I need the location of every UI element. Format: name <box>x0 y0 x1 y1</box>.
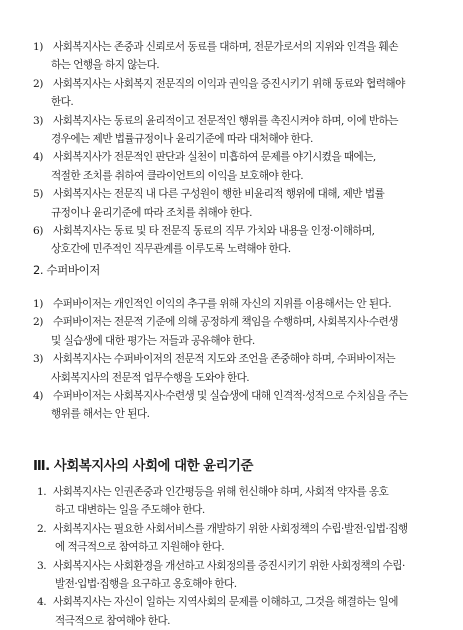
item-number: 6) <box>33 225 43 238</box>
item-number: 1. <box>37 486 47 498</box>
section-heading: 2. 수퍼바이저 <box>33 263 100 277</box>
item-number: 2) <box>33 77 43 90</box>
list-item: 2) 사회복지사는 사회복지 전문직의 이익과 권익을 증진시키기 위해 동료와 협력해야 한다. <box>0 75 463 112</box>
item-number: 4) <box>33 151 43 164</box>
item-number: 3. <box>37 559 47 572</box>
list-item: 4) 수퍼바이저는 사회복지사·수련생 및 실습생에 대해 인격적·성적으로 수치심을 주는 행위를 해서는 안 된다. <box>0 387 463 424</box>
list-item: 2) 수퍼바이저는 전문적 기준에 의해 공정하게 책임을 수행하며, 사회복지사·수련생 및 실습생에 대한 평가는 저들과 공유해야 한다. <box>0 313 463 350</box>
item-number: 2. <box>37 522 47 535</box>
list-item: 1) 수퍼바이저는 개인적인 이익의 추구를 위해 자신의 지위를 이용해서는 안 된다. <box>0 295 463 313</box>
chapter-heading: Ⅲ. 사회복지사의 사회에 대한 윤리기준 <box>33 459 253 474</box>
list-item: 2. 사회복지사는 필요한 사회서비스를 개발하기 위한 사회정책의 수립·발전·입법·집행 에 적극적으로 참여하고 지원해야 한다. <box>0 520 463 557</box>
item-number: 2) <box>33 316 43 329</box>
list-item: 3) 사회복지사는 동료의 윤리적이고 전문적인 행위를 촉진시켜야 하며, 이에 반하는 경우에는 제반 법률규정이나 윤리기준에 따라 대처해야 한다. <box>0 112 463 149</box>
society-ethics-list <box>0 483 463 630</box>
colleague-ethics-list <box>0 38 463 259</box>
list-item: 6) 사회복지사는 동료 및 타 전문직 동료의 직무 가치와 내용을 인정·이해하며, 상호간에 민주적인 직무관계를 이루도록 노력해야 한다. <box>0 222 463 259</box>
item-number: 1) <box>33 41 43 53</box>
item-number: 3) <box>33 114 43 127</box>
item-number: 1) <box>33 298 43 310</box>
list-item: 4. 사회복지사는 자신이 일하는 지역사회의 문제를 이해하고, 그것을 해결하는 일에 적극적으로 참여해야 한다. <box>0 593 463 630</box>
item-number: 3) <box>33 353 43 366</box>
item-number: 4) <box>33 390 43 403</box>
supervisor-ethics-list <box>0 295 463 424</box>
item-number: 4. <box>37 596 47 609</box>
list-item: 1. 사회복지사는 인권존중과 인간평등을 위해 헌신해야 하며, 사회적 약자를 옹호 하고 대변하는 일을 주도해야 한다. <box>0 483 463 520</box>
item-number: 5) <box>33 188 43 201</box>
list-item: 4) 사회복지사가 전문적인 판단과 실천이 미흡하여 문제를 야기시켰을 때에는, 적절한 조치를 취하여 클라이언트의 이익을 보호해야 한다. <box>0 148 463 185</box>
list-item: 3. 사회복지사는 사회환경을 개선하고 사회정의를 증진시키기 위한 사회정책의 수립· 발전·입법·집행을 요구하고 옹호해야 한다. <box>0 557 463 594</box>
list-item: 5) 사회복지사는 전문직 내 다른 구성원이 행한 비윤리적 행위에 대해, 제반 법률 규정이나 윤리기준에 따라 조치를 취해야 한다. <box>0 185 463 222</box>
list-item: 3) 사회복지사는 수퍼바이저의 전문적 지도와 조언을 존중해야 하며, 수퍼바이저는 사회복지사의 전문적 업무수행을 도와야 한다. <box>0 350 463 387</box>
list-item: 1) 사회복지사는 존중과 신뢰로서 동료를 대하며, 전문가로서의 지위와 인격을 훼손 하는 언행을 하지 않는다. <box>0 38 463 75</box>
